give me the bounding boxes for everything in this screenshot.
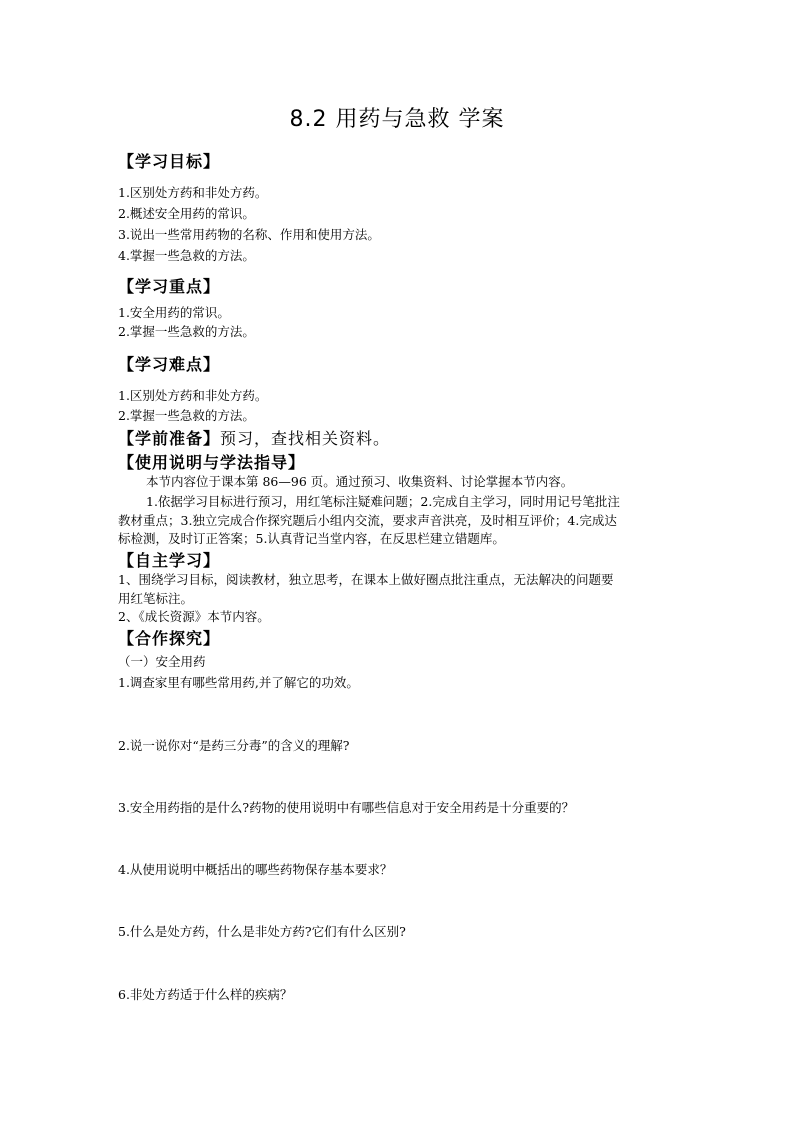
inquiry-heading: 【合作探究】: [118, 629, 221, 648]
preparation-heading: [118, 426, 390, 449]
self-study-heading: 【自主学习】: [118, 551, 221, 570]
inquiry-subheading: （一）安全用药: [118, 654, 206, 669]
document-title: 8.2 用药与急救 学案: [289, 107, 505, 132]
self-study-line: 1、围绕学习目标，阅读教材，独立思考，在课本上做好圈点批注重点，无法解决的问题要: [118, 572, 614, 587]
inquiry-question: 3.安全用药指的是什么?药物的使用说明中有哪些信息对于安全用药是十分重要的？: [118, 800, 575, 815]
inquiry-question: 4.从使用说明中概括出的哪些药物保存基本要求？: [118, 862, 393, 877]
guide-heading: 【使用说明与学法指导】: [118, 453, 306, 472]
goals-heading: 【学习目标】: [118, 152, 221, 171]
inquiry-question: 5.什么是处方药，什么是非处方药?它们有什么区别?: [118, 924, 406, 939]
difficulties-heading: 【学习难点】: [118, 355, 221, 374]
key-points-heading: 【学习重点】: [118, 277, 221, 296]
key-point-item: 1.安全用药的常识。: [118, 305, 230, 320]
goal-item: 1.区别处方药和非处方药。: [118, 185, 268, 200]
inquiry-question: 6.非处方药适于什么样的疾病？: [118, 987, 293, 1002]
guide-line: 标检测，及时订正答案；5.认真背记当堂内容，在反思栏建立错题库。: [118, 531, 505, 546]
self-study-line: 用红笔标注。: [118, 591, 194, 606]
inquiry-question: 1.调查家里有哪些常用药,并了解它的功效。: [118, 675, 359, 690]
preparation-label: 【学前准备】: [118, 429, 221, 448]
goal-item: 3.说出一些常用药物的名称、作用和使用方法。: [118, 227, 380, 242]
guide-line: 1.依据学习目标进行预习，用红笔标注疑难问题；2.完成自主学习，同时用记号笔批注: [146, 494, 620, 509]
self-study-line: 2、《成长资源》本节内容。: [118, 609, 270, 624]
preparation-text: 预习，查找相关资料。: [220, 429, 391, 448]
goal-item: 4.掌握一些急救的方法。: [118, 248, 255, 263]
difficulty-item: 1.区别处方药和非处方药。: [118, 388, 268, 403]
guide-line: 本节内容位于课本第 86—96 页。通过预习、收集资料、讨论掌握本节内容。: [146, 474, 574, 489]
inquiry-question: 2.说一说你对“是药三分毒”的含义的理解?: [118, 738, 350, 753]
difficulty-item: 2.掌握一些急救的方法。: [118, 408, 255, 423]
key-point-item: 2.掌握一些急救的方法。: [118, 324, 255, 339]
goal-item: 2.概述安全用药的常识。: [118, 206, 255, 221]
guide-line: 教材重点；3.独立完成合作探究题后小组内交流，要求声音洪亮，及时相互评价；4.完成达: [118, 513, 617, 528]
